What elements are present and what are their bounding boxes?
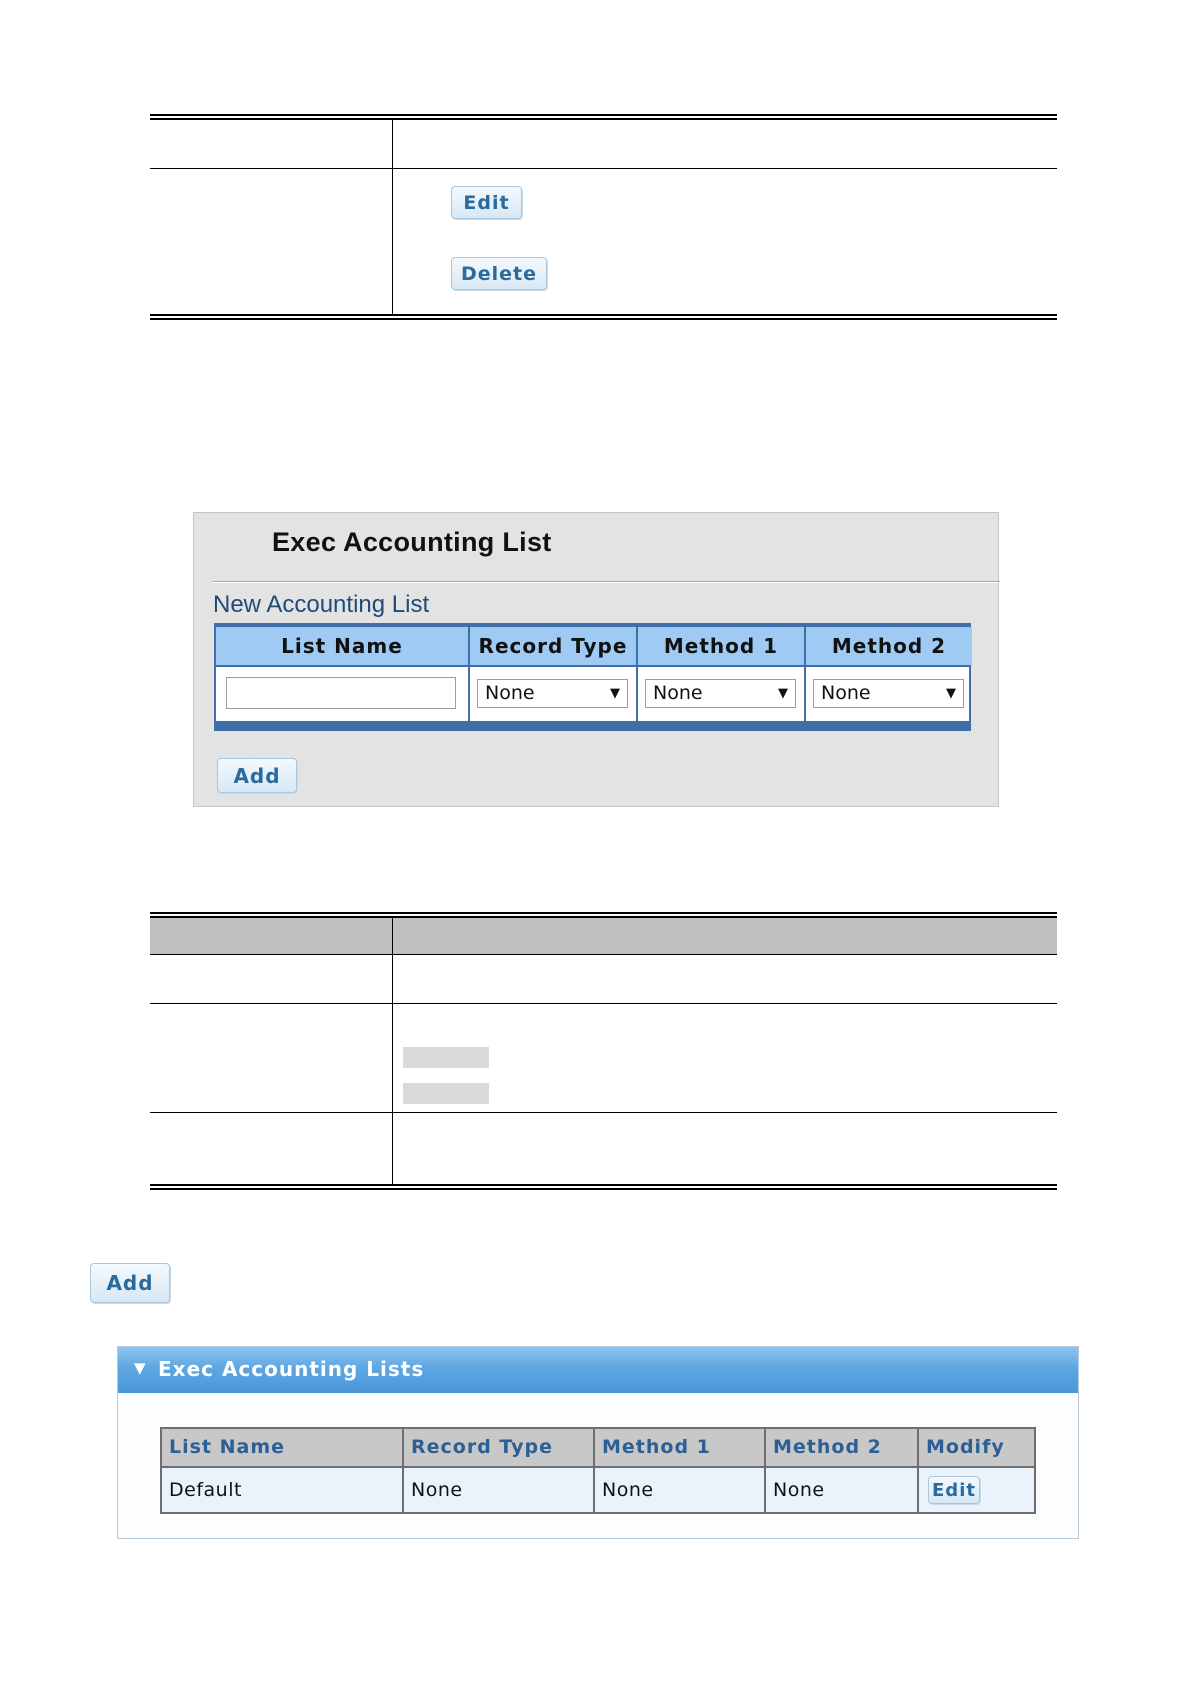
accounting-lists-table <box>160 1427 1036 1514</box>
table-row-record-type: None <box>404 1468 593 1512</box>
column-header-record-type: Record Type <box>470 627 636 665</box>
method-1-cell <box>638 667 804 721</box>
exec-accounting-list-panel <box>193 512 999 807</box>
dropdown-arrow-icon: ▼ <box>610 686 620 701</box>
delete-button[interactable]: Delete <box>451 257 547 290</box>
highlight-placeholder <box>403 1083 489 1104</box>
method-1-value: None <box>653 682 703 704</box>
title-separator <box>213 581 1000 583</box>
dropdown-arrow-icon: ▼ <box>778 686 788 701</box>
table2-bottom-rule <box>150 1184 1057 1190</box>
table1-top-rule <box>150 114 1057 120</box>
record-type-value: None <box>485 682 535 704</box>
exec-accounting-lists-panel <box>117 1346 1079 1539</box>
add-button[interactable]: Add <box>217 758 297 793</box>
table-row-list-name: Default <box>162 1468 402 1512</box>
record-type-cell <box>470 667 636 721</box>
table1-bottom-rule <box>150 314 1057 320</box>
table2-header-band <box>150 918 1057 954</box>
table-row-method-2: None <box>766 1468 917 1512</box>
table1-header-rule <box>150 168 1057 169</box>
highlight-placeholder <box>403 1047 489 1068</box>
method-1-select[interactable] <box>645 679 796 708</box>
collapse-triangle-icon[interactable]: ▼ <box>134 1359 146 1377</box>
record-type-select[interactable] <box>477 679 628 708</box>
column-header-method-1: Method 1 <box>595 1429 764 1466</box>
table-row-modify <box>919 1468 1034 1512</box>
row-edit-button[interactable]: Edit <box>928 1476 980 1504</box>
method-2-cell <box>806 667 969 721</box>
edit-button[interactable]: Edit <box>451 186 522 219</box>
panel-title: Exec Accounting Lists <box>158 1357 425 1381</box>
list-name-cell <box>216 667 468 721</box>
method-2-value: None <box>821 682 871 704</box>
table2-row-rule <box>150 1003 1057 1004</box>
new-accounting-list-table <box>214 623 971 731</box>
add-button-standalone[interactable]: Add <box>90 1263 170 1303</box>
column-header-modify: Modify <box>919 1429 1034 1466</box>
panel-header-bar[interactable] <box>118 1347 1078 1393</box>
column-header-method-2: Method 2 <box>806 627 972 665</box>
column-header-method-1: Method 1 <box>638 627 804 665</box>
column-header-method-2: Method 2 <box>766 1429 917 1466</box>
section-title: New Accounting List <box>213 591 430 618</box>
list-name-input[interactable] <box>226 677 456 709</box>
dropdown-arrow-icon: ▼ <box>946 686 956 701</box>
column-header-list-name: List Name <box>216 627 468 665</box>
column-header-list-name: List Name <box>162 1429 402 1466</box>
table2-row-rule <box>150 1112 1057 1113</box>
page-title: Exec Accounting List <box>272 527 552 557</box>
table-row-method-1: None <box>595 1468 764 1512</box>
table2-header-rule <box>150 954 1057 955</box>
method-2-select[interactable] <box>813 679 964 708</box>
table1-column-divider <box>392 120 393 314</box>
column-header-record-type: Record Type <box>404 1429 593 1466</box>
table2-column-divider <box>392 918 393 1184</box>
